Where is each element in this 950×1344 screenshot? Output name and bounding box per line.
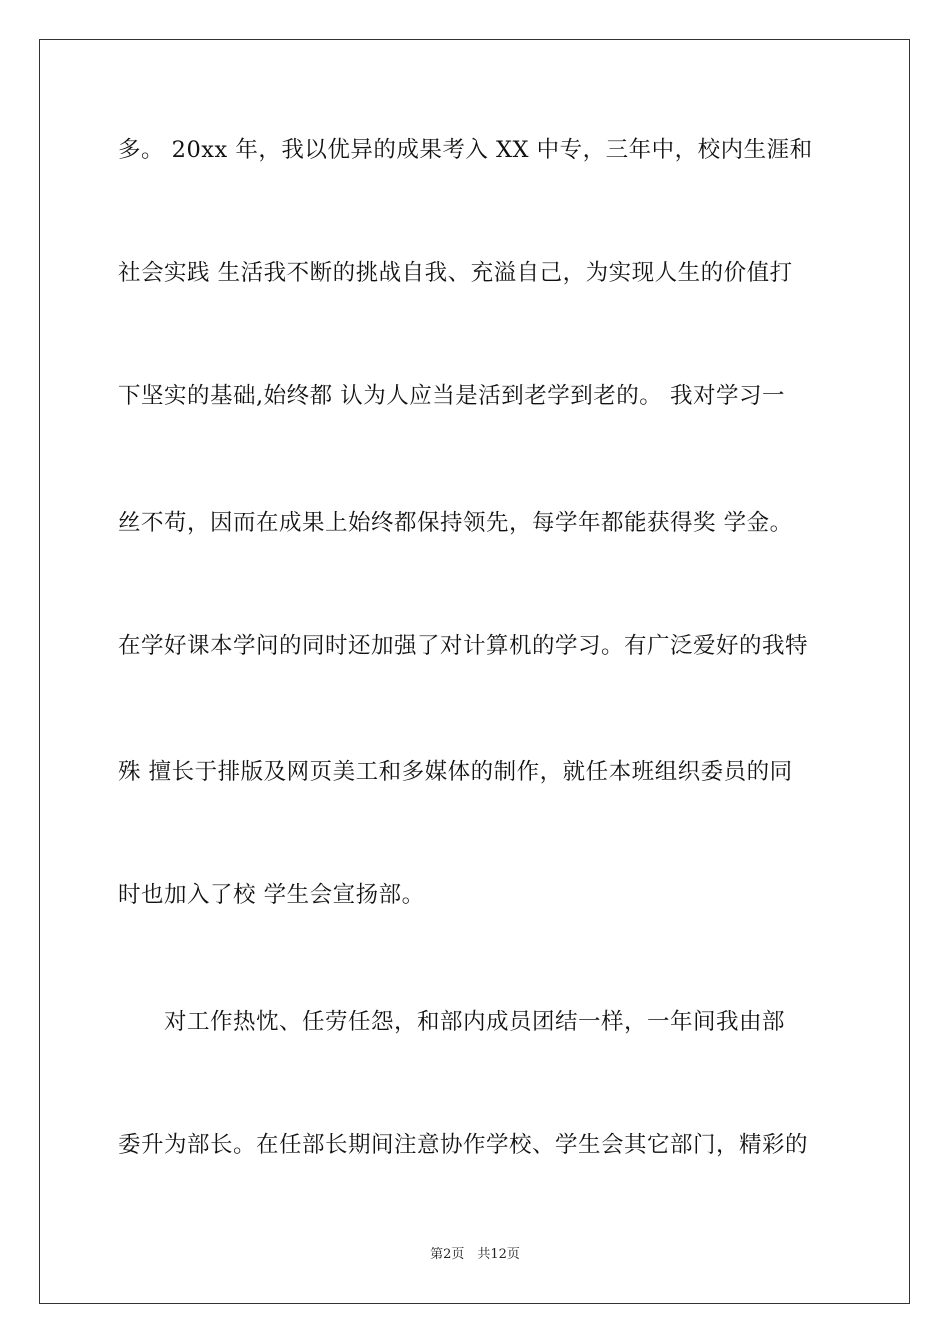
text-line-3: 下坚实的基础,始终都 认为人应当是活到老学到老的。 我对学习一 (118, 383, 785, 409)
text-line-1: 多。 20xx 年，我以优异的成果考入 XX 中专，三年中，校内生涯和 (118, 137, 813, 163)
text-line-6: 殊 擅长于排版及网页美工和多媒体的制作，就任本班组织委员的同 (118, 759, 793, 785)
page-border (39, 39, 910, 1304)
page-number-footer: 第2页 共12页 (430, 1247, 520, 1262)
text-line-8: 对工作热忱、任劳任怨，和部内成员团结一样，一年间我由部 (118, 1009, 786, 1035)
text-line-5: 在学好课本学问的同时还加强了对计算机的学习。有广泛爱好的我特 (118, 633, 809, 659)
text-line-9: 委升为部长。在任部长期间注意协作学校、学生会其它部门，精彩的 (118, 1132, 809, 1158)
text-line-7: 时也加入了校 学生会宣扬部。 (118, 882, 425, 908)
text-line-4: 丝不苟，因而在成果上始终都保持领先，每学年都能获得奖 学金。 (118, 510, 793, 536)
text-line-2: 社会实践 生活我不断的挑战自我、充溢自己，为实现人生的价值打 (118, 260, 793, 286)
